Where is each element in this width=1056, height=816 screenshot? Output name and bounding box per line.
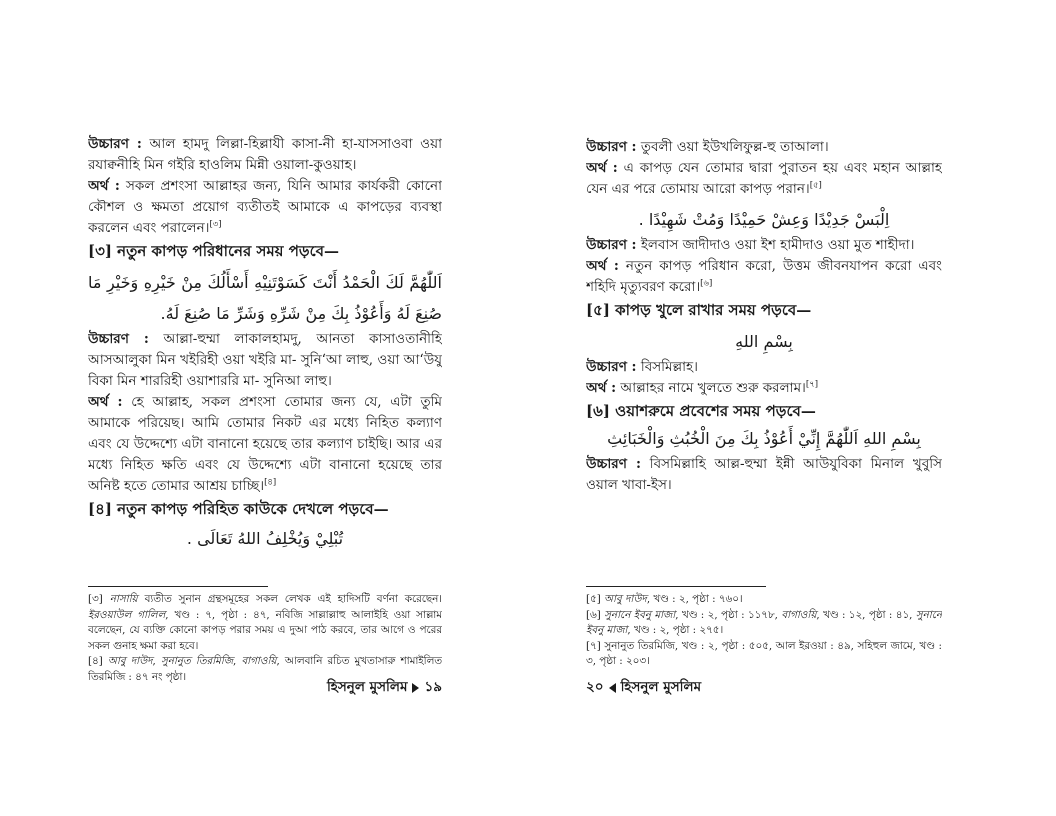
meaning-text: সকল প্রশংসা আল্লাহর জন্য, যিনি আমার কার্যকরী কোনো কৌশল ও ক্ষমতা প্রয়োগ ব্যতীতই আমাকে এ কাপড়ের ব্যবস্থা করলেন এবং পরালেন। — [88, 178, 442, 236]
pronunciation-paragraph — [586, 357, 942, 378]
footnotes — [88, 592, 442, 685]
footnote-ref: [৭] — [805, 379, 819, 390]
footnote-text: , খণ্ড : ৭, পৃষ্ঠা : ৪৭, নবিজি সাল্লাল্লাহু আলাইহি ওয়া সাল্লাম বলেছেন, যে ব্যক্তি কোনো কাপড় পরার সময় এ দুআ পাঠ করবে, তার আগে ও পরের সকল গুনাহ ক্ষমা করা হবে। — [88, 608, 442, 652]
pronunciation-label: উচ্চারণ : — [586, 456, 641, 472]
meaning-label: অর্থ : — [586, 380, 617, 396]
footnote — [586, 608, 942, 639]
pronunciation-paragraph — [586, 454, 942, 496]
meaning-text: হে আল্লাহ, সকল প্রশংসা তোমার জন্য যে, এটা তুমি আমাকে পরিয়েছ। আমি তোমার নিকট এর মধ্যে নিহিত কল্যাণ এবং যে উদ্দেশ্যে এটা বানানো হয়েছে তার কল্যাণ চাইছি। আর এর মধ্যে নিহিত ক্ষতি এবং যে উদ্দেশ্যে এটা বানানো হয়েছে তার অনিষ্ট হতে তোমার আশ্রয় চাচ্ছি। — [88, 394, 442, 494]
arabic-dua: اِلْبَسْ جَدِيْدًا وَعِشْ حَمِيْدًا وَمُتْ شَهِيْدًا . — [638, 210, 890, 229]
arabic-dua: بِسْمِ اللهِ — [735, 332, 793, 351]
meaning-paragraph — [88, 176, 442, 239]
footnote-source-title: ইরওয়াউল গালিল — [88, 608, 166, 621]
footnote-ref: [৪] — [264, 477, 277, 488]
footnote-source-title: সুনানুত তিরমিজি — [160, 655, 234, 667]
footnote-ref: [৫] — [809, 180, 822, 191]
footnote-text: , আলবানি রচিত মুখতাসারু শামাইলিত তিরমিজি : ৪৭ নং পৃষ্ঠা। — [88, 655, 442, 683]
running-title: হিসনুল মুসলিম — [326, 679, 408, 695]
pronunciation-label: উচ্চারণ : — [586, 139, 637, 155]
pronunciation-label: উচ্চারণ : — [88, 331, 149, 347]
footnote-ref: [৩] — [209, 219, 222, 230]
meaning-label: অর্থ : — [586, 258, 619, 274]
meaning-label: অর্থ : — [88, 178, 120, 194]
footnote-marker: [৫] — [586, 593, 601, 605]
pronunciation-text: ইলবাস জাদীদাও ওয়া ইশ হামীদাও ওয়া মুত শাহীদা। — [640, 237, 915, 253]
pronunciation-paragraph — [586, 235, 942, 256]
arabic-dua: اَللّٰهُمَّ لَكَ الْحَمْدُ أَنْتَ كَسَوْتَنِيْهِ أَسْأَلُكَ مِنْ خَيْرِهِ وَخَيْرِ مَا صُنِعَ لَهُ وَأَعُوْذُ بِكَ مِنْ شَرِّهِ وَشَرِّ مَا صُنِعَ لَهُ. — [88, 273, 442, 323]
pronunciation-label: উচ্চারণ : — [586, 359, 637, 375]
meaning-paragraph — [586, 158, 942, 200]
footnote-source-title: আবু দাউদ — [604, 593, 647, 605]
footnote-source-title: সুনানে ইবনু মাজা — [586, 608, 942, 636]
footnote — [88, 592, 442, 654]
footnote-text: ব্যতীত সুনান গ্রন্থসমূহের সকল লেখক এই হাদিসটি বর্ণনা করেছেন। — [137, 593, 442, 605]
footnote-marker: [৭] — [586, 639, 601, 652]
pronunciation-paragraph — [88, 134, 442, 176]
section-heading: [৪] নতুন কাপড় পরিহিত কাউকে দেখলে পড়বে— — [88, 500, 389, 518]
page-number: ১৯ — [424, 679, 442, 695]
section-heading: [৩] নতুন কাপড় পরিধানের সময় পড়বে— — [88, 242, 340, 260]
footnote-marker: [৪] — [88, 655, 103, 667]
section-heading: [৫] কাপড় খুলে রাখার সময় পড়বে— — [586, 301, 812, 319]
right-page-body — [586, 137, 942, 496]
footnotes — [586, 592, 942, 670]
footnote-source-title: সুনানে ইবনু মাজা — [604, 608, 676, 621]
meaning-paragraph — [586, 378, 942, 399]
footnote-text: সুনানুত তিরমিজি, খণ্ড : ২, পৃষ্ঠা : ৫০৫, আল ইরওয়া : ৪৯, সহিহুল জামে, খণ্ড : ৩, পৃষ্ঠা : ২০৩। — [586, 639, 942, 667]
footnote — [586, 639, 942, 670]
left-page-body — [88, 134, 442, 554]
pronunciation-label: উচ্চারণ : — [586, 237, 637, 253]
footnote-marker: [৩] — [88, 593, 103, 605]
pronunciation-text: বিসমিল্লাহি আল্ল-হুম্মা ইন্নী আউযুবিকা মিনাল খুবুসি ওয়াল খাবা-ইস। — [586, 456, 942, 493]
meaning-paragraph — [586, 256, 942, 298]
footnote-text: , খণ্ড : ২, পৃষ্ঠা : ১১৭৮, — [675, 608, 782, 621]
arabic-dua: تُبْلِيْ وَيُخْلِفُ اللهُ تَعَالَى . — [186, 529, 344, 548]
triangle-left-icon — [609, 683, 616, 693]
arabic-dua: بِسْمِ اللهِ اَللّٰهُمَّ إِنِّيْ أَعُوْذُ بِكَ مِنَ الْخُبُثِ وَالْخَبَائِثِ — [607, 429, 921, 448]
footnote-text: , — [152, 655, 161, 667]
pronunciation-text: বিসমিল্লাহ। — [640, 359, 698, 375]
running-title: হিসনুল মুসলিম — [620, 679, 702, 695]
footnote-source-title: নাসায়ি — [109, 593, 138, 605]
footnote-text: , খণ্ড : ২, পৃষ্ঠা : ২৭৫। — [627, 624, 724, 636]
meaning-label: অর্থ : — [88, 394, 123, 410]
right-page — [586, 0, 942, 816]
footnote-source-title: আবু দাউদ — [107, 655, 153, 667]
page-number: ২০ — [586, 679, 604, 695]
pronunciation-paragraph — [586, 137, 942, 158]
page-footer — [586, 676, 942, 698]
triangle-right-icon — [412, 683, 419, 693]
meaning-paragraph — [88, 392, 442, 497]
meaning-label: অর্থ : — [586, 160, 618, 176]
footnote-text: , খণ্ড : ১২, পৃষ্ঠা : ৪১, — [816, 608, 916, 621]
pronunciation-text: তুবলী ওয়া ইউখলিফুল্ল-হু তাআলা। — [640, 139, 829, 155]
footnote-source-title: বাগাওয়ি — [241, 655, 277, 667]
footnote-text: , — [233, 655, 242, 667]
footnote-text: , খণ্ড : ২, পৃষ্ঠা : ৭৬০। — [646, 593, 743, 605]
footnote-divider — [88, 586, 268, 587]
footnote — [586, 592, 942, 608]
footnote-divider — [586, 586, 766, 587]
meaning-text: নতুন কাপড় পরিধান করো, উত্তম জীবনযাপন করো এবং শহিদি মৃত্যুবরণ করো। — [586, 258, 942, 295]
meaning-text: আল্লাহর নামে খুলতে শুরু করলাম। — [620, 380, 806, 396]
meaning-text: এ কাপড় যেন তোমার দ্বারা পুরাতন হয় এবং মহান আল্লাহ যেন এর পরে তোমায় আরো কাপড় পরান। — [586, 160, 942, 197]
footnote-marker: [৬] — [586, 608, 601, 621]
pronunciation-paragraph — [88, 329, 442, 392]
pronunciation-text: আল হামদু লিল্লা-হিল্লাযী কাসা-নী হা-যাসসাওবা ওয়া রযাক্বনীহি মিন গইরি হাওলিম মিন্নী ওয়ালা-কুওয়াহ। — [88, 136, 442, 173]
pronunciation-label: উচ্চারণ : — [88, 136, 142, 152]
footnote-source-title: বাগাওয়ি — [781, 608, 817, 621]
section-heading: [৬] ওয়াশরুমে প্রবেশের সময় পড়বে— — [586, 402, 816, 420]
footnote-ref: [৬] — [700, 278, 713, 289]
pronunciation-text: আল্লা-হুম্মা লাকালহামদু, আনতা কাসাওতানীহি আসআলুকা মিন খইরিহী ওয়া খইরি মা- সুনি‘আ লাহু, ওয়া আ‘উযু বিকা মিন শাররিহী ওয়াশাররি মা- সুনিআ লাহু। — [88, 331, 442, 389]
left-page — [88, 0, 442, 816]
page-footer — [88, 676, 442, 698]
